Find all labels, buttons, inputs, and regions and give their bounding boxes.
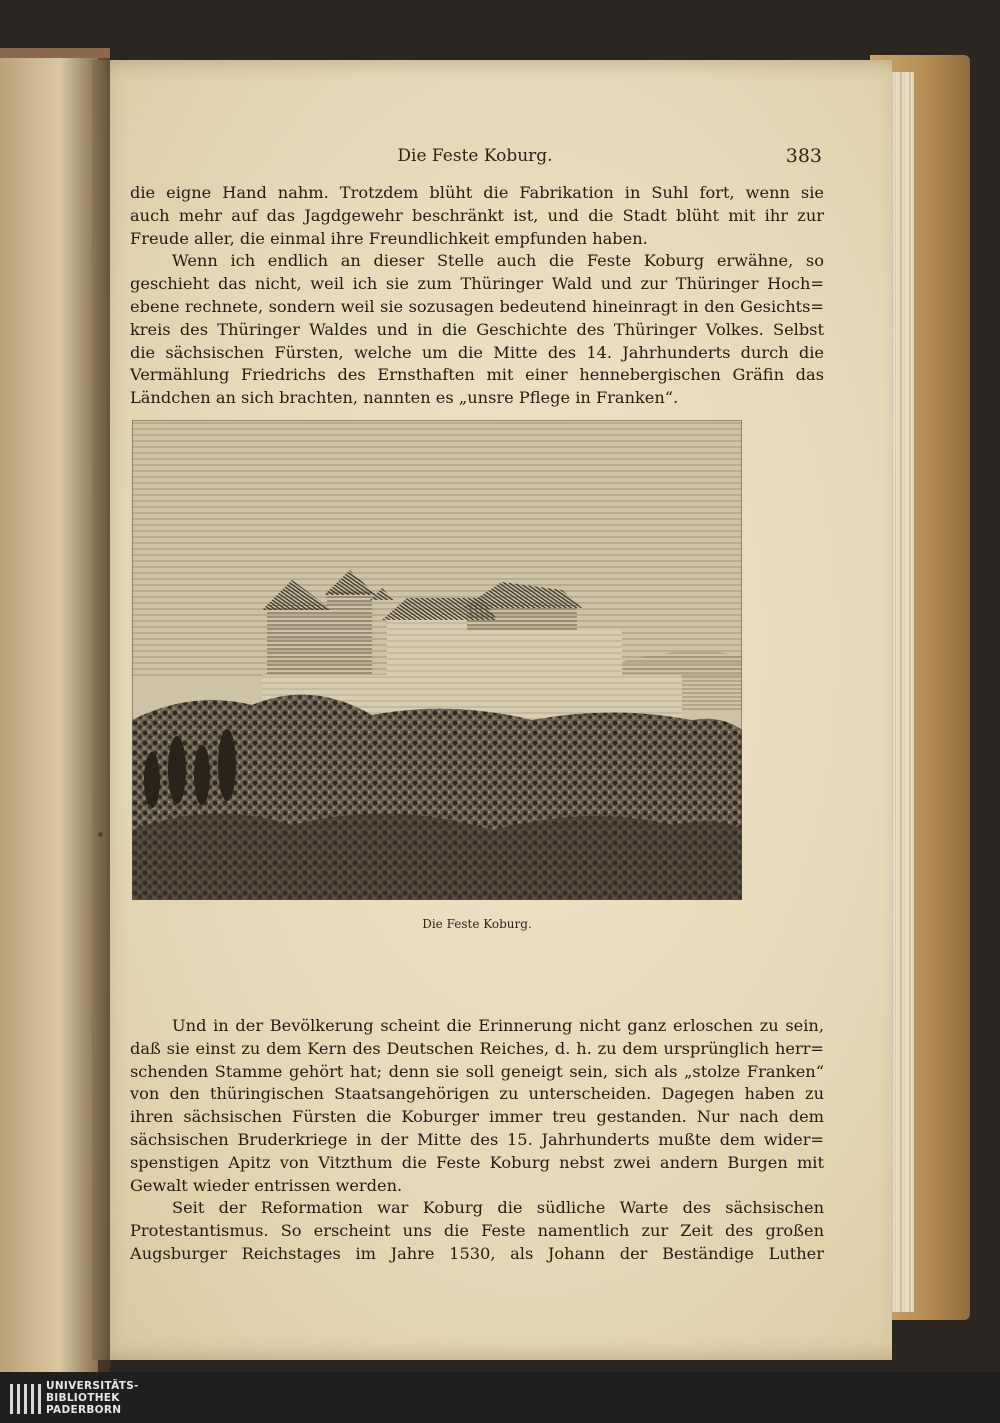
- text-line: Vermählung Friedrichs des Ernsthaften mit einer hennebergischen Gräfin das: [130, 365, 824, 385]
- text-line: daß sie einst zu dem Kern des Deutschen Reiches, d. h. zu dem ursprünglich herr=: [130, 1038, 824, 1058]
- text-line: schenden Stamme gehört hat; denn sie soll geneigt sein, sich als „stolze Franken“: [130, 1061, 824, 1081]
- running-header: [128, 146, 822, 170]
- text-line: Seit der Reformation war Koburg die südliche Warte des sächsischen: [172, 1198, 824, 1218]
- text-line: kreis des Thüringer Waldes und in die Geschichte des Thüringer Volkes. Selbst: [130, 319, 824, 339]
- running-title: Die Feste Koburg.: [397, 146, 553, 166]
- text-block-bottom: [130, 1015, 824, 1266]
- text-line: auch mehr auf das Jagdgewehr beschränkt ist, und die Stadt blüht mit ihr zur: [130, 205, 824, 225]
- text-line: ebene rechnete, sondern weil sie sozusagen bedeutend hineinragt in den Gesichts=: [130, 296, 824, 316]
- page-number: 383: [785, 145, 822, 167]
- text-line: sächsischen Bruderkriege in der Mitte des 15. Jahrhunderts mußte dem wider=: [130, 1129, 824, 1149]
- book-gutter: [60, 58, 110, 1380]
- castle-engraving: [132, 420, 742, 900]
- text-line: Wenn ich endlich an dieser Stelle auch die Feste Koburg erwähne, so: [172, 251, 824, 271]
- library-logo: [8, 1376, 158, 1420]
- text-line: Augsburger Reichstages im Jahre 1530, als Johann der Beständige Luther: [130, 1243, 824, 1263]
- text-line: die eigne Hand nahm. Trotzdem blüht die Fabrikation in Suhl fort, wenn sie: [130, 183, 824, 202]
- text-line: die sächsischen Fürsten, welche um die Mitte des 14. Jahrhunderts durch die: [130, 342, 824, 362]
- text-line: von den thüringischen Staatsangehörigen zu unterscheiden. Dagegen haben zu: [130, 1084, 824, 1104]
- logo-line-3: PADERBORN: [46, 1404, 122, 1416]
- logo-line-2: BIBLIOTHEK: [46, 1392, 120, 1404]
- text-block-top: [130, 182, 824, 410]
- text-line: Freude aller, die einmal ihre Freundlichkeit empfunden haben.: [130, 228, 648, 248]
- text-line: ihren sächsischen Fürsten die Koburger immer treu gestanden. Nur nach dem: [130, 1107, 824, 1127]
- library-logo-mark-icon: [8, 1378, 42, 1418]
- text-line: Und in der Bevölkerung scheint die Erinnerung nicht ganz erloschen zu sein,: [172, 1016, 824, 1035]
- logo-line-1: UNIVERSITÄTS-: [46, 1380, 139, 1392]
- text-line: Protestantismus. So erscheint uns die Feste namentlich zur Zeit des großen: [130, 1221, 824, 1241]
- figure-caption: Die Feste Koburg.: [422, 917, 532, 931]
- text-line: spenstigen Apitz von Vitzthum die Feste Koburg nebst zwei andern Burgen mit: [130, 1152, 824, 1172]
- text-line: Gewalt wieder entrissen werden.: [130, 1175, 403, 1195]
- text-line: geschieht das nicht, weil ich sie zum Thüringer Wald und zur Thüringer Hoch=: [130, 274, 824, 294]
- text-line: Ländchen an sich brachten, nannten es „unsre Pflege in Franken“.: [130, 388, 679, 408]
- book-page: [92, 60, 892, 1360]
